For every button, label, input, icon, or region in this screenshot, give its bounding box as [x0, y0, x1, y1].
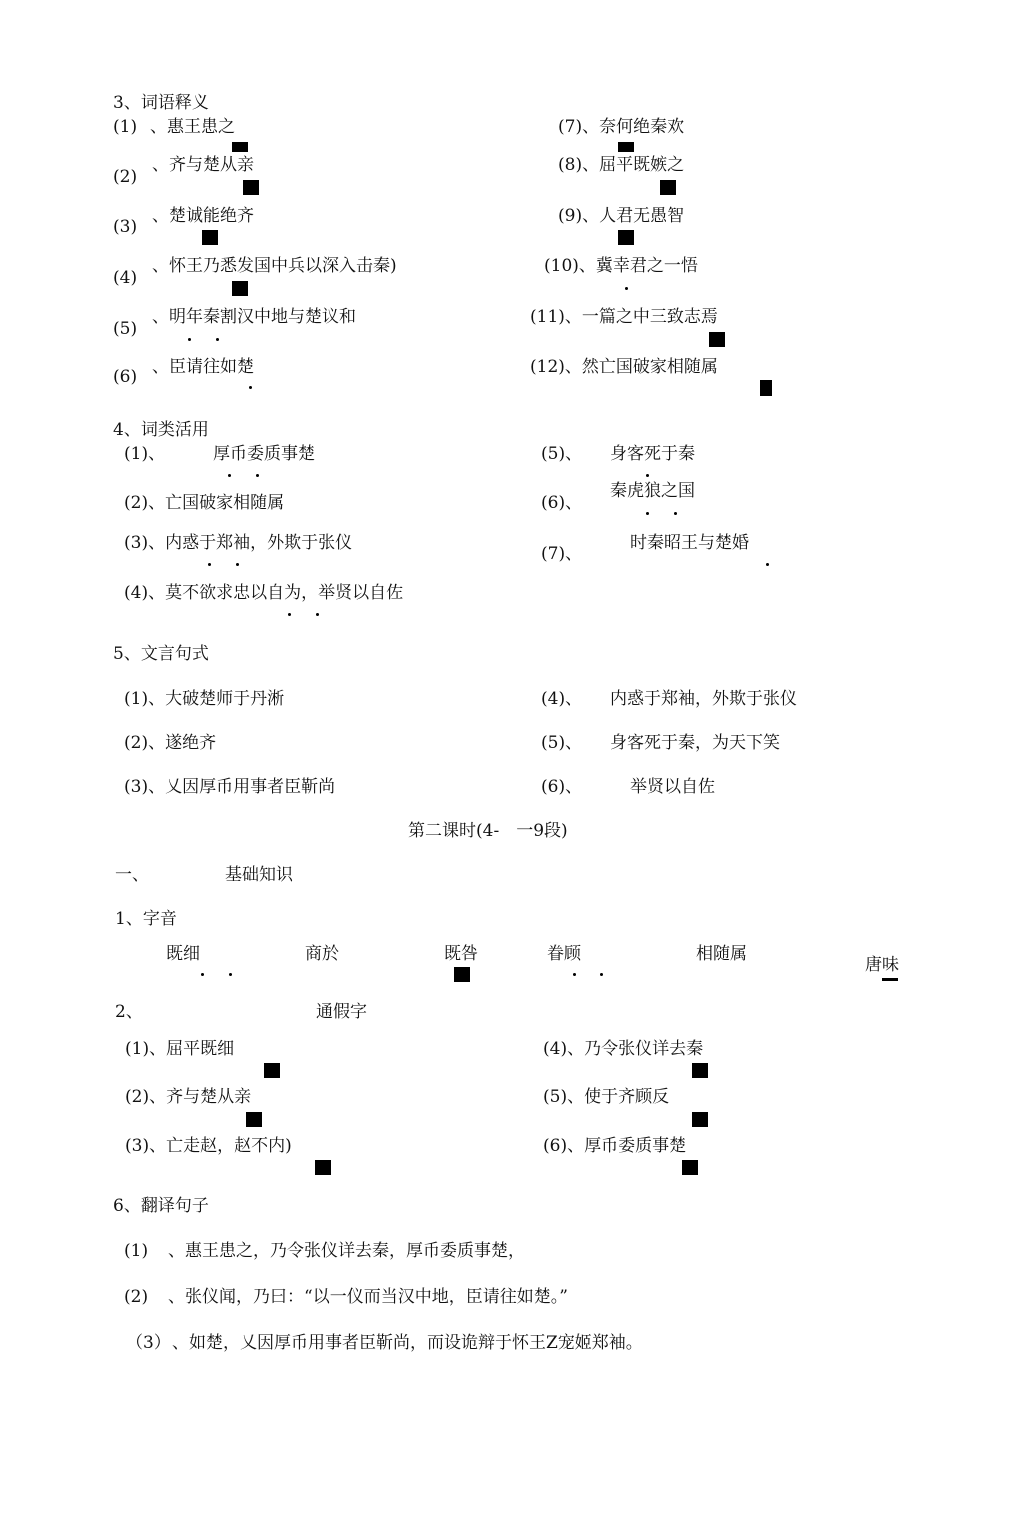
answer-blank	[660, 180, 676, 195]
s6-item-2-text: 、张仪闻，乃曰：“以一仪而当汉中地，臣请往如楚。”	[168, 1287, 568, 1307]
pron-word-5: 相随属	[696, 944, 747, 964]
section-4-heading: 4、词类活用	[113, 420, 209, 440]
tongjia-item-5: (5)、使于齐顾反	[543, 1087, 670, 1107]
s4-item-2: (2)、亡国破家相随属	[124, 493, 285, 513]
emphasis-dot	[766, 563, 769, 566]
emphasis-dot	[236, 563, 239, 566]
s3-item-10: (10)、冀幸君之一悟	[544, 256, 698, 276]
s6-item-1-num: (1)	[124, 1241, 149, 1261]
answer-blank	[454, 967, 470, 982]
s4-item-1-text: 厚币委质事楚	[213, 444, 315, 464]
s5-item-3: (3)、乂因厚币用事者臣靳尚	[124, 777, 336, 797]
emphasis-dot	[646, 512, 649, 515]
emphasis-dot	[316, 613, 319, 616]
s4-item-6-text: 秦虎狼之国	[610, 481, 695, 501]
tongjia-item-6: (6)、厚币委质事楚	[543, 1136, 687, 1156]
s5-item-6-num: (6)、	[541, 777, 583, 797]
s3-item-2-text: 、齐与楚从亲	[152, 155, 254, 175]
answer-blank	[682, 1160, 698, 1175]
lesson-2-title: 第二课时(4- 一9段)	[408, 821, 568, 841]
pronunciation-heading: 1、字音	[115, 909, 177, 929]
emphasis-dot	[674, 512, 677, 515]
tongjia-item-1: (1)、屈平既细	[125, 1039, 235, 1059]
tongjia-item-4: (4)、乃令张仪详去秦	[543, 1039, 704, 1059]
s3-item-9: (9)、人君无愚智	[558, 206, 685, 226]
s5-item-2: (2)、遂绝齐	[124, 733, 217, 753]
answer-blank	[882, 978, 898, 981]
section-6-heading: 6、翻译句子	[113, 1196, 209, 1216]
answer-blank	[315, 1160, 331, 1175]
part-1-title: 基础知识	[225, 865, 293, 885]
emphasis-dot	[216, 338, 219, 341]
emphasis-dot	[646, 474, 649, 477]
s6-item-3-num: （3）	[126, 1333, 171, 1353]
emphasis-dot	[201, 973, 204, 976]
pron-word-2: 商於	[305, 944, 339, 964]
s4-item-7-num: (7)、	[541, 544, 583, 564]
section-5-heading: 5、文言句式	[113, 644, 209, 664]
s3-item-12: (12)、然亡国破家相随属	[530, 357, 718, 377]
s4-item-7-text: 时秦昭王与楚婚	[630, 533, 749, 553]
emphasis-dot	[249, 386, 252, 389]
s3-item-4-num: (4)	[113, 268, 138, 288]
s5-item-5-text: 身客死于秦，为天下笑	[610, 733, 780, 753]
s5-item-6-text: 举贤以自佐	[630, 777, 715, 797]
tongjia-title: 通假字	[316, 1002, 367, 1022]
s3-item-5-text: 、明年秦割汉中地与楚议和	[152, 307, 356, 327]
pron-word-3: 既咎	[444, 944, 478, 964]
s3-item-3-num: (3)	[113, 217, 138, 237]
tongjia-item-3: (3)、亡走赵，赵不内)	[125, 1136, 292, 1156]
s4-item-1-num: (1)、	[124, 444, 166, 464]
answer-blank	[709, 332, 725, 347]
s3-item-11: (11)、一篇之中三致志焉	[530, 307, 718, 327]
s3-item-6-num: (6)	[113, 367, 138, 387]
emphasis-dot	[288, 613, 291, 616]
answer-blank	[692, 1063, 708, 1078]
s3-item-5-num: (5)	[113, 319, 138, 339]
s5-item-5-num: (5)、	[541, 733, 583, 753]
emphasis-dot	[256, 474, 259, 477]
s3-item-6-text: 、臣请往如楚	[152, 357, 254, 377]
part-1-label: 一、	[115, 865, 149, 885]
s3-item-7: (7)、奈何绝秦欢	[558, 117, 685, 137]
s4-item-4: (4)、莫不欲求忠以自为，举贤以自佐	[124, 583, 404, 603]
s3-item-2-num: (2)	[113, 167, 138, 187]
tongjia-item-2: (2)、齐与楚从亲	[125, 1087, 252, 1107]
s6-item-1-text: 、惠王患之，乃令张仪详去秦，厚币委质事楚，	[168, 1241, 525, 1261]
s6-item-2-num: (2)	[124, 1287, 149, 1307]
s4-item-3: (3)、内惑于郑袖，外欺于张仪	[124, 533, 353, 553]
answer-blank	[246, 1112, 262, 1127]
emphasis-dot	[208, 563, 211, 566]
emphasis-dot	[229, 973, 232, 976]
section-3-heading: 3、词语释义	[113, 93, 209, 113]
s3-item-1-num: (1)	[113, 117, 138, 137]
s4-item-6-num: (6)、	[541, 493, 583, 513]
answer-blank	[760, 380, 772, 396]
emphasis-dot	[228, 474, 231, 477]
s3-item-8: (8)、屈平既嫉之	[558, 155, 685, 175]
answer-blank	[202, 230, 218, 245]
s3-item-4-text: 、怀王乃悉发国中兵以深入击秦)	[152, 256, 397, 276]
emphasis-dot	[573, 973, 576, 976]
s5-item-4-num: (4)、	[541, 689, 583, 709]
pron-word-6: 唐味	[865, 955, 899, 975]
answer-blank	[232, 142, 248, 152]
s5-item-1: (1)、大破楚师于丹淅	[124, 689, 285, 709]
answer-blank	[264, 1063, 280, 1078]
s4-item-5-num: (5)、	[541, 444, 583, 464]
s5-item-4-text: 内惑于郑袖，外欺于张仪	[610, 689, 797, 709]
s6-item-3-text: 、如楚，乂因厚币用事者臣靳尚，而设诡辩于怀王Z宠姬郑袖。	[172, 1333, 643, 1353]
pron-word-1: 既细	[166, 944, 200, 964]
emphasis-dot	[188, 338, 191, 341]
answer-blank	[232, 281, 248, 296]
s3-item-1-text: 、惠王患之	[150, 117, 235, 137]
answer-blank	[243, 180, 259, 195]
answer-blank	[618, 230, 634, 245]
s3-item-3-text: 、楚诚能绝齐	[152, 206, 254, 226]
emphasis-dot	[625, 287, 628, 290]
tongjia-num: 2、	[115, 1002, 143, 1022]
s4-item-5-text: 身客死于秦	[610, 444, 695, 464]
answer-blank	[692, 1112, 708, 1127]
emphasis-dot	[600, 973, 603, 976]
pron-word-4: 眷顾	[547, 944, 581, 964]
answer-blank	[618, 142, 634, 152]
